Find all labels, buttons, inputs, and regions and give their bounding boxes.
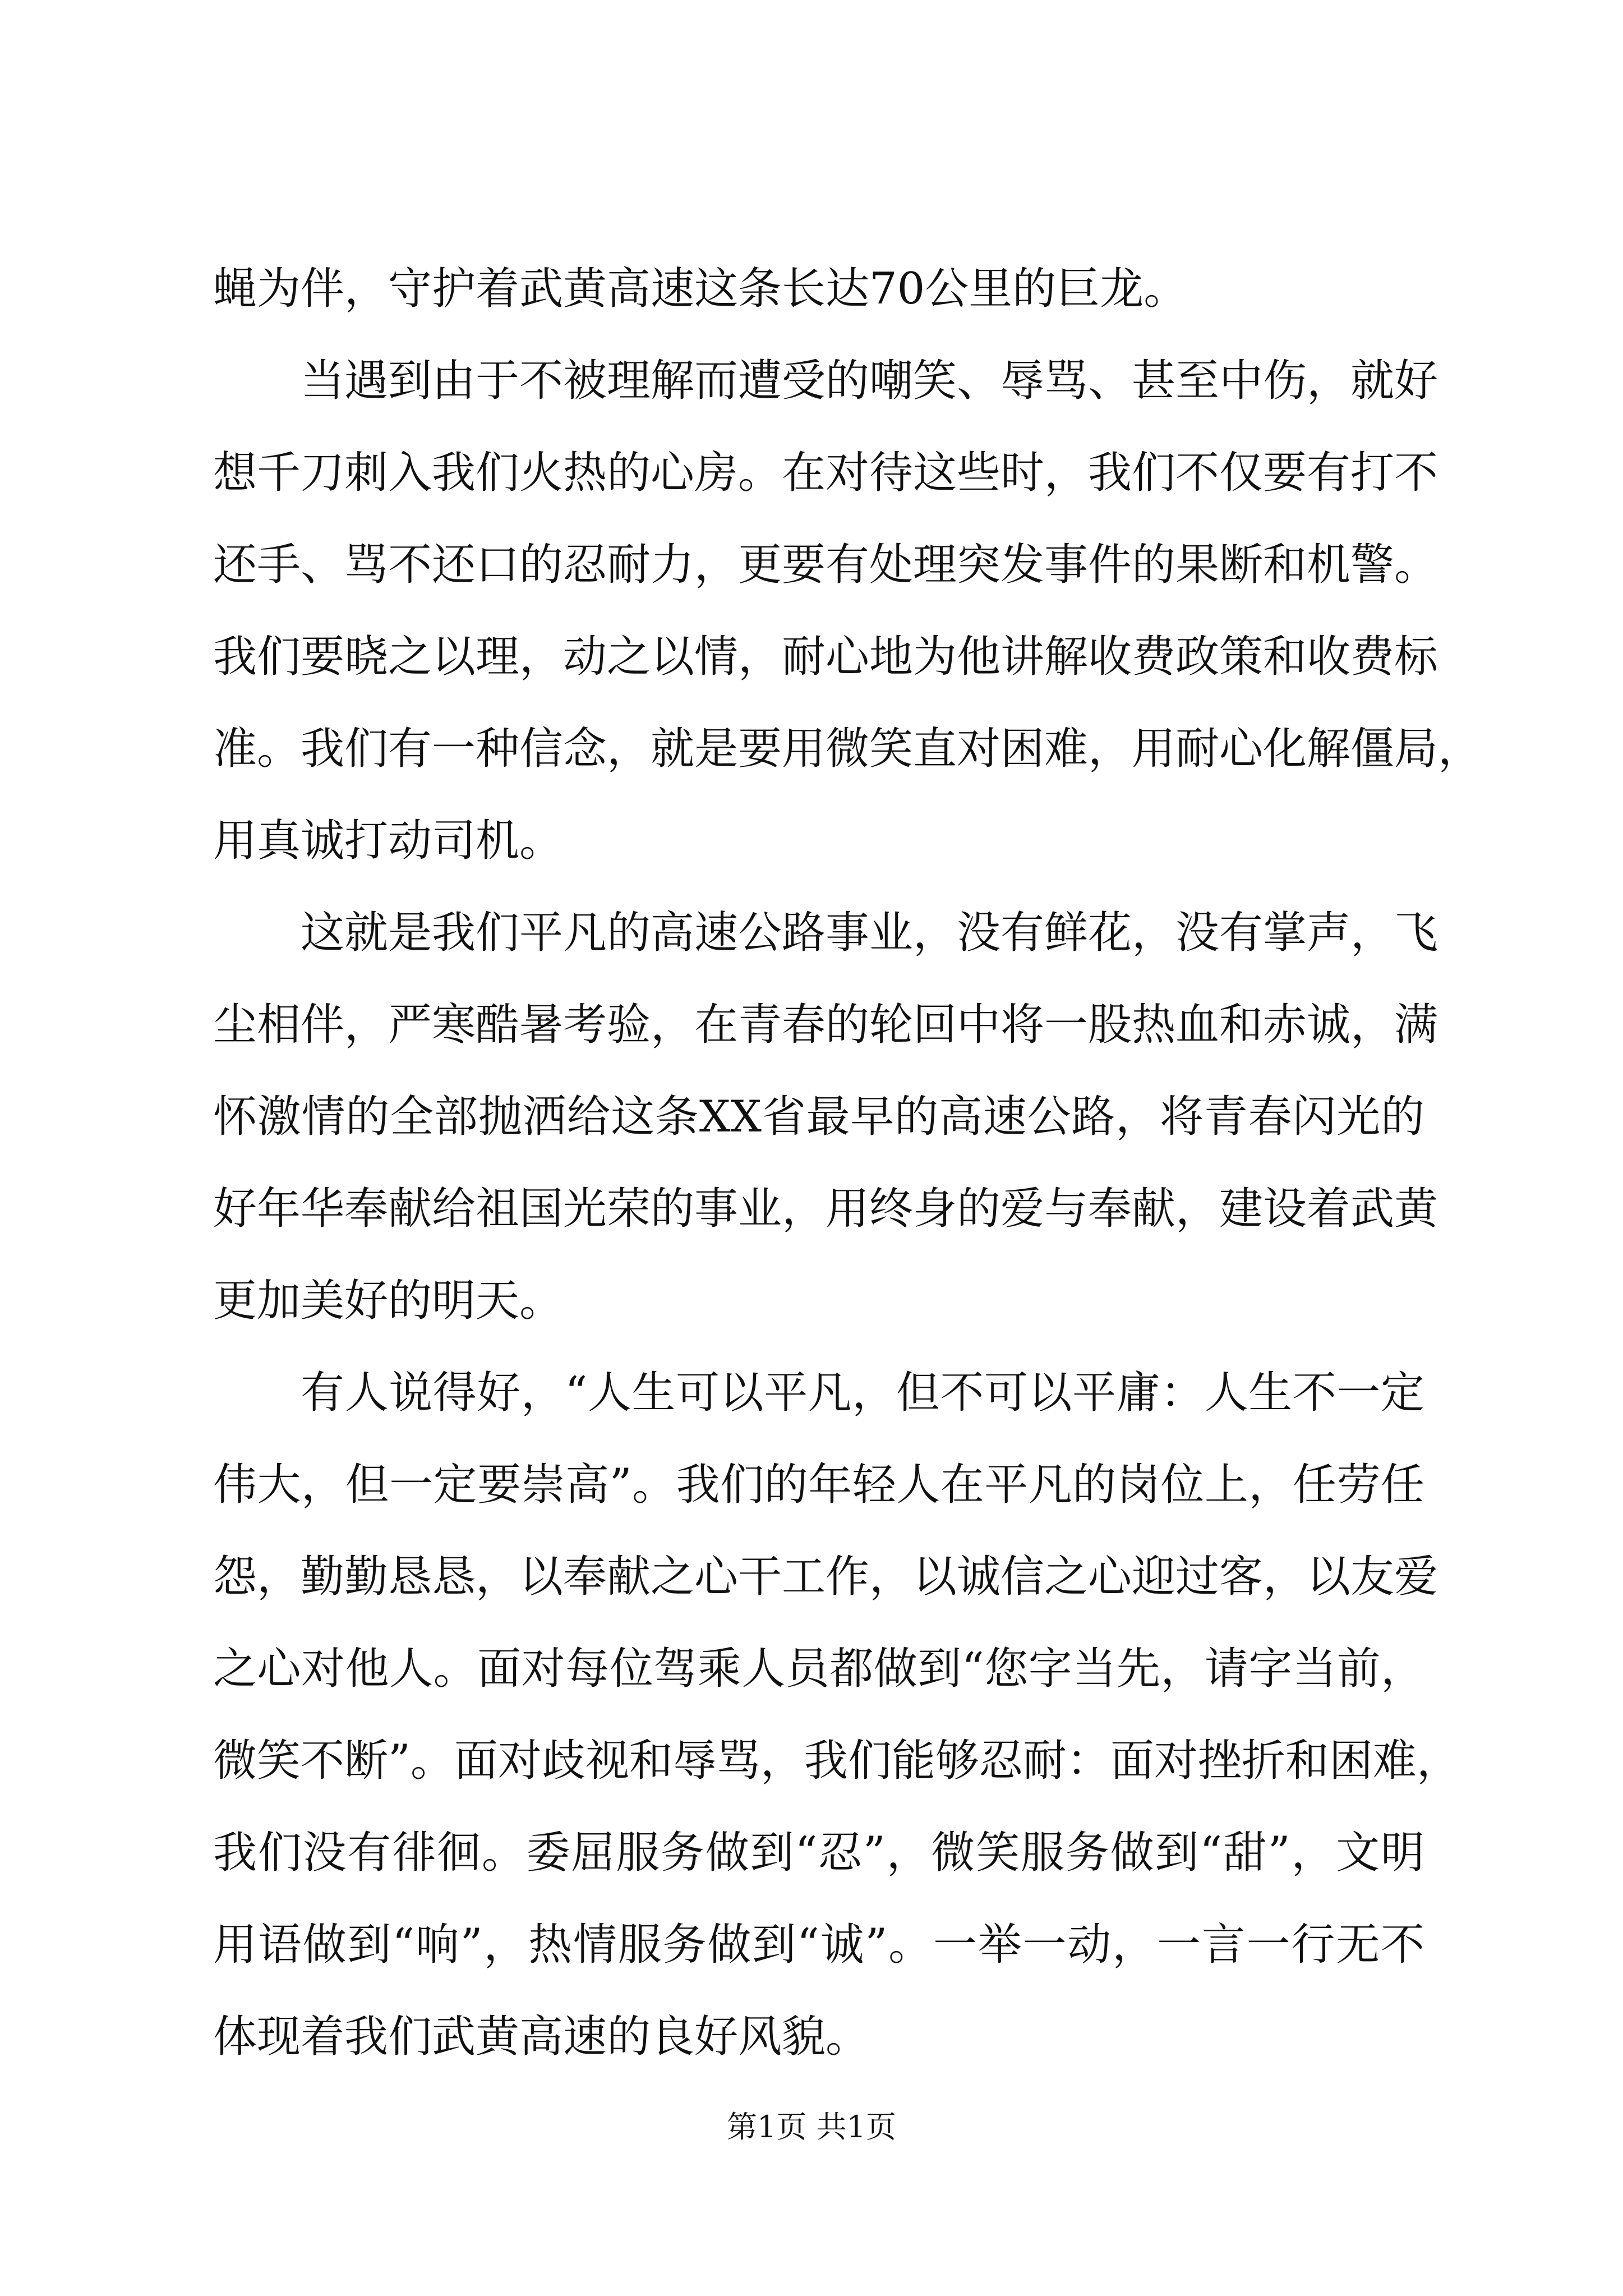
text-line: 还手、骂不还口的忍耐力，更要有处理突发事件的果断和机警。	[213, 540, 1438, 590]
text-line: 用真诚打动司机。	[213, 816, 564, 866]
text-line: 用语做到“响”，热情服务做到“诚”。一举一动，一言一行无不	[213, 1920, 1424, 1970]
text-line: 怨，勤勤恳恳，以奉献之心干工作，以诚信之心迎过客，以友爱	[213, 1552, 1438, 1602]
paragraph-first-line: 当遇到由于不被理解而遭受的嘲笑、辱骂、甚至中伤，就好	[301, 356, 1438, 406]
text-line: 伟大，但一定要崇高”。我们的年轻人在平凡的岗位上，任劳任	[213, 1460, 1424, 1510]
text-line: 怀激情的全部抛洒给这条XX省最早的高速公路，将青春闪光的	[213, 1092, 1424, 1142]
paragraph-first-line: 这就是我们平凡的高速公路事业，没有鲜花，没有掌声，飞	[301, 908, 1438, 958]
paragraph-first-line: 有人说得好，“人生可以平凡，但不可以平庸：人生不一定	[301, 1368, 1424, 1418]
text-line: 我们要晓之以理，动之以情，耐心地为他讲解收费政策和收费标	[213, 632, 1438, 682]
text-line: 之心对他人。面对每位驾乘人员都做到“您字当先，请字当前，	[213, 1644, 1424, 1694]
text-line: 好年华奉献给祖国光荣的事业，用终身的爱与奉献，建设着武黄	[213, 1184, 1438, 1234]
text-line: 微笑不断”。面对歧视和辱骂，我们能够忍耐：面对挫折和困难，	[213, 1736, 1460, 1786]
text-line: 体现着我们武黄高速的良好风貌。	[213, 2012, 870, 2062]
text-line: 蝇为伴，守护着武黄高速这条长达70公里的巨龙。	[213, 264, 1188, 314]
text-line: 准。我们有一种信念，就是要用微笑直对困难，用耐心化解僵局，	[213, 724, 1482, 774]
page-footer: 第1页 共1页	[727, 2109, 896, 2145]
text-line: 尘相伴，严寒酷暑考验，在青春的轮回中将一股热血和赤诚，满	[213, 1000, 1438, 1050]
body-text	[213, 243, 1482, 2083]
text-line: 更加美好的明天。	[213, 1276, 564, 1326]
text-line: 想千刀刺入我们火热的心房。在对待这些时，我们不仅要有打不	[213, 448, 1438, 498]
text-line: 我们没有徘徊。委屈服务做到“忍”，微笑服务做到“甜”，文明	[213, 1828, 1424, 1878]
